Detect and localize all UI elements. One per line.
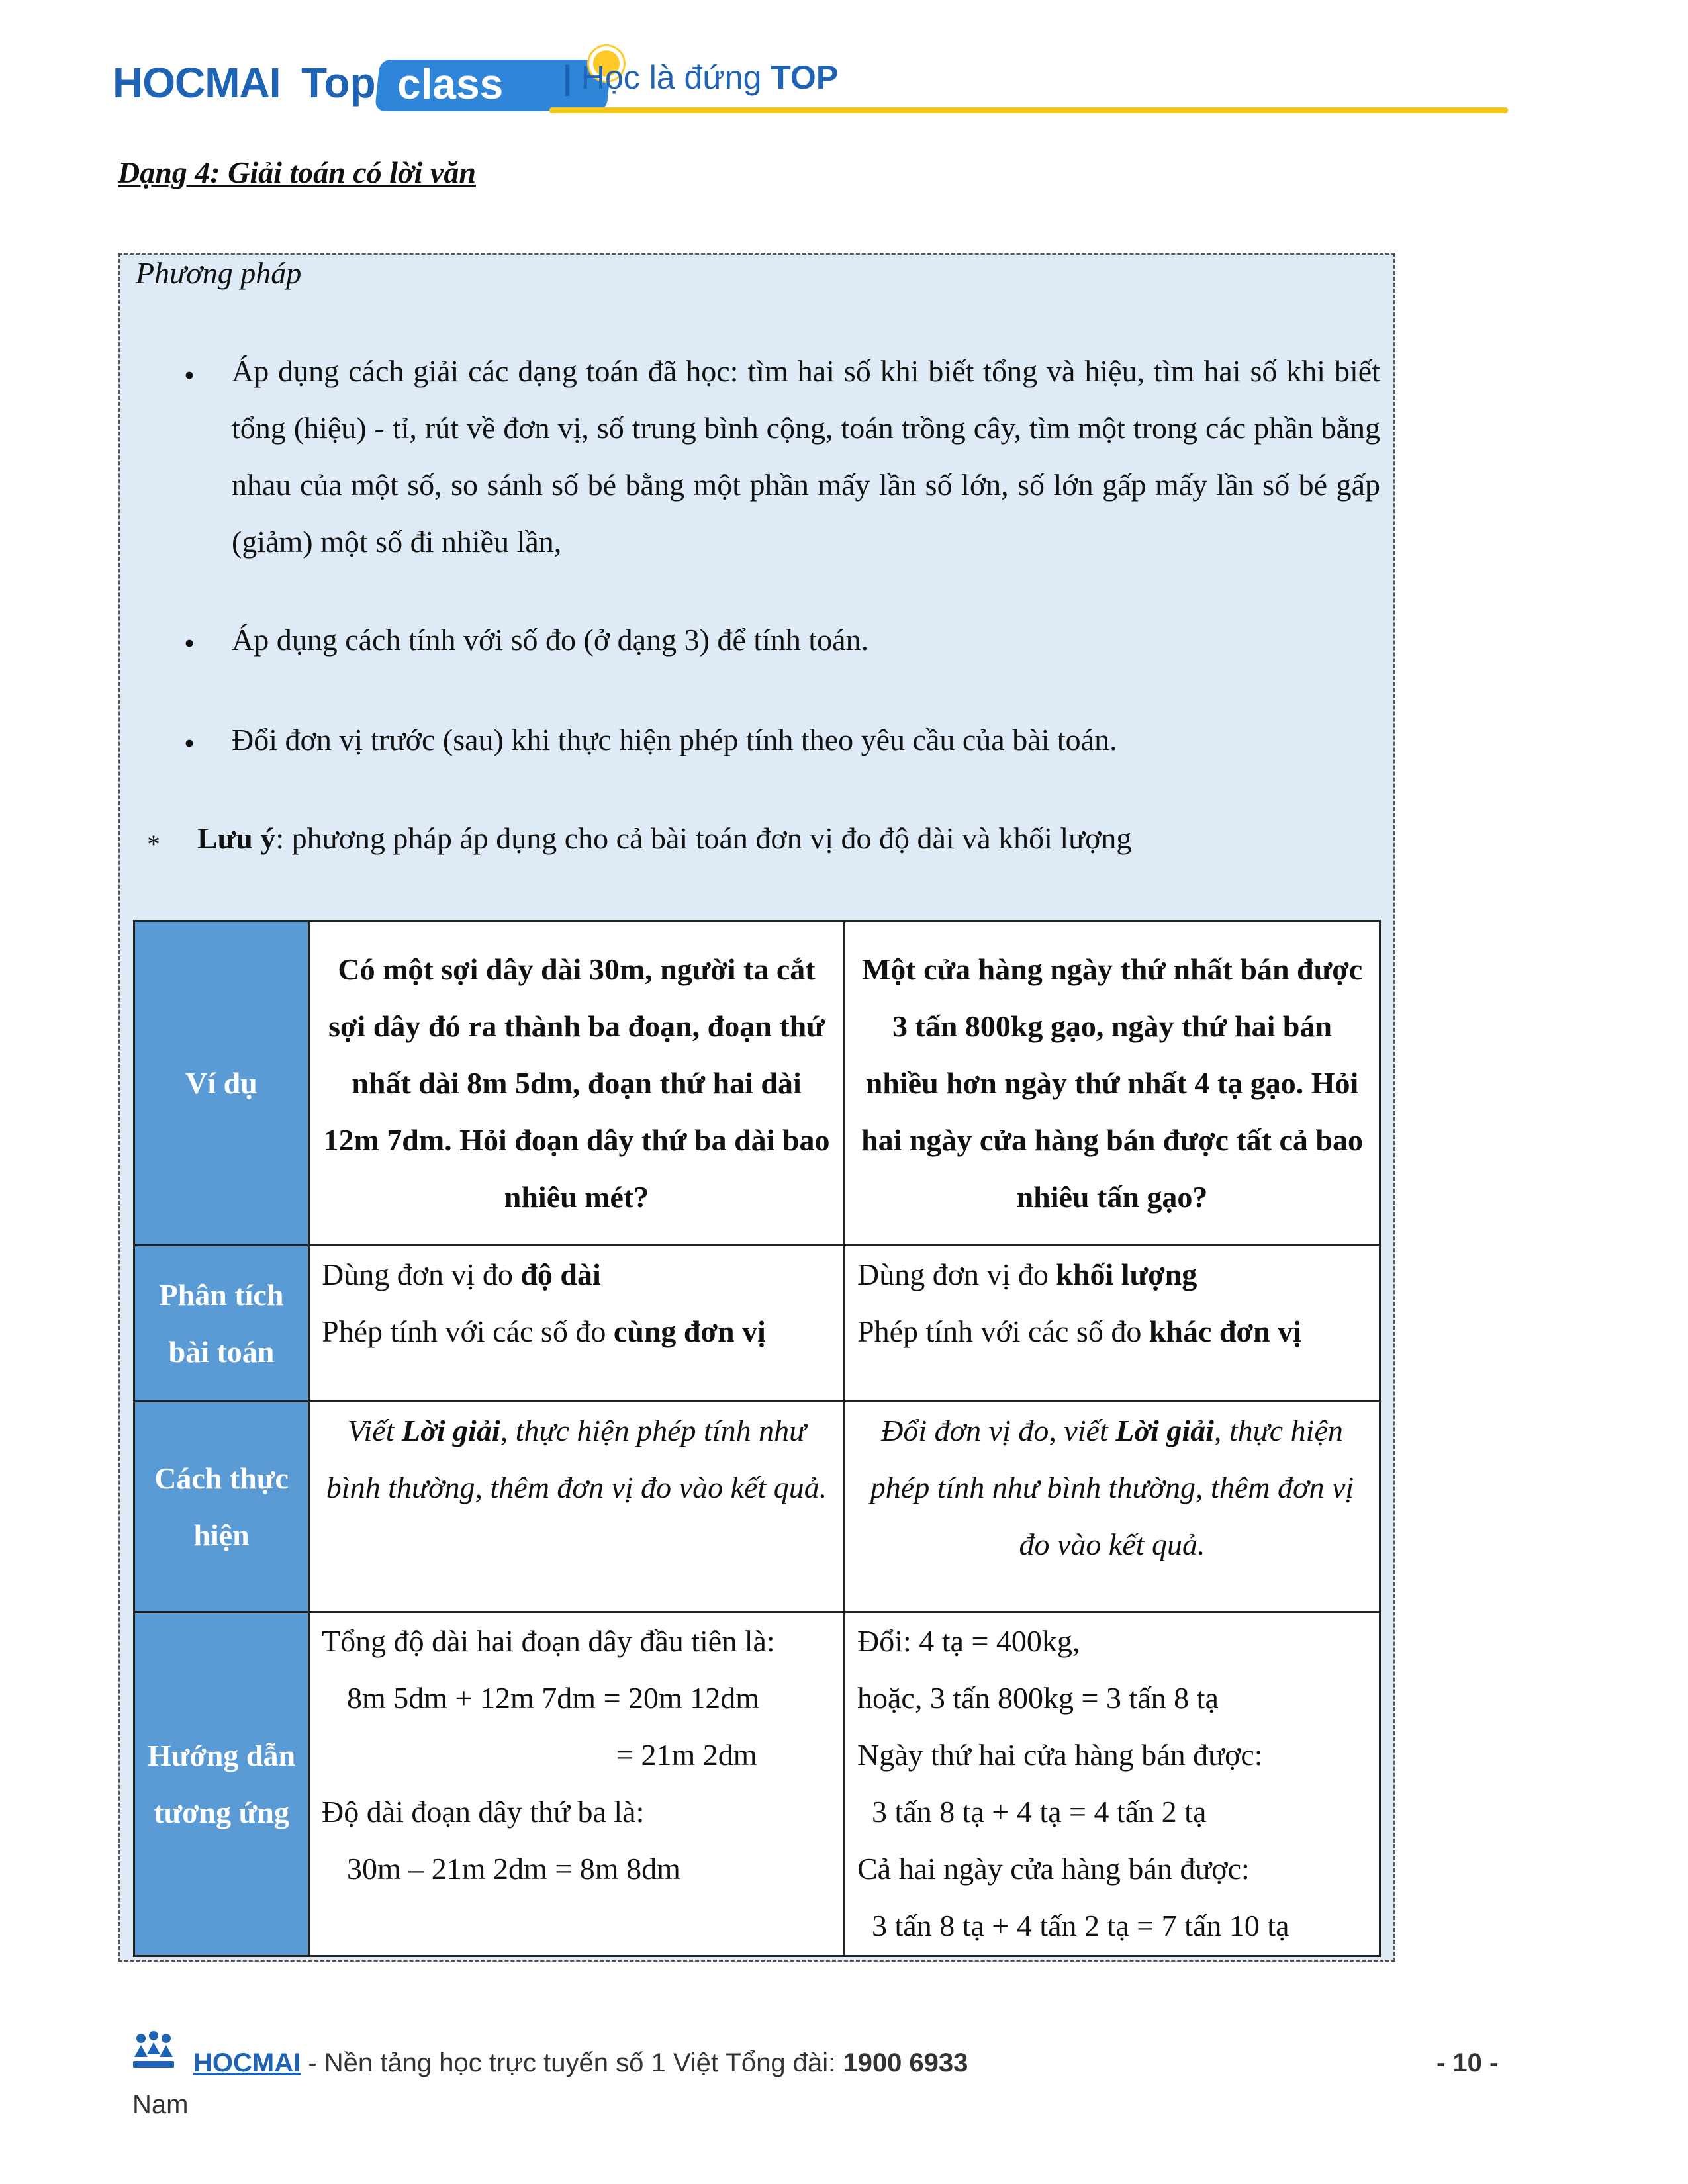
method-col2 [845,1402,1380,1612]
method-bullet-3: Đổi đơn vị trước (sau) khi thực hiện phép tính theo yêu cầu của bài toán. [232,723,1117,756]
analysis-col2-line2 [857,1303,1367,1360]
method-heading: Phương pháp [136,256,302,290]
method-text: Đổi đơn vị đo, viết [881,1414,1116,1447]
guide-line: Độ dài đoạn dây thứ ba là: [322,1795,645,1829]
label-guide: Hướng dẫn tương ứng [134,1612,309,1956]
guide-line: 3 tấn 8 tạ + 4 tấn 2 tạ = 7 tấn 10 tạ [872,1909,1289,1942]
slogan-bar: | [563,59,572,96]
table-row-example [134,921,1380,1246]
guide-line: 3 tấn 8 tạ + 4 tạ = 4 tấn 2 tạ [872,1795,1207,1829]
analysis-text: Phép tính với các số đo [857,1314,1149,1348]
guide-col2 [845,1612,1380,1956]
label-example: Ví dụ [134,921,309,1246]
guide-line: 30m – 21m 2dm = 8m 8dm [347,1852,680,1886]
method-col1 [309,1402,845,1612]
slogan-top: TOP [771,59,839,96]
guide-col1 [309,1612,845,1956]
footer-brand-link[interactable]: HOCMAI [193,2048,301,2077]
slogan-text: Học là đứng [572,59,771,96]
guide-line: Ngày thứ hai cửa hàng bán được: [857,1738,1263,1772]
logo-hocmai-text: HOCMAI [113,59,281,107]
guide-line: Cả hai ngày cửa hàng bán được: [857,1852,1250,1886]
header-rule [549,107,1508,113]
bullet-marker: • [184,726,195,760]
label-method: Cách thực hiện [134,1402,309,1612]
footer-tel-label: Tổng đài: [725,2048,843,2077]
hocmai-topclass-logo [113,46,536,119]
analysis-text: Dùng đơn vị đo [857,1257,1056,1291]
logo-top-text: Top [301,59,376,107]
section-title: Dạng 4: Giải toán có lời văn [118,156,476,189]
analysis-bold: khối lượng [1056,1257,1197,1291]
footer-tel: 1900 6933 [843,2048,968,2077]
method-text: , thực hiện phép tính như bình thường, thêm đơn vị đo vào kết quả. [326,1414,827,1504]
bullet-marker: • [184,626,195,660]
header-slogan [563,58,838,97]
guide-line: Tổng độ dài hai đoạn dây đầu tiên là: [322,1624,775,1658]
method-text: Viết [347,1414,402,1447]
guide-line: Đổi: 4 tạ = 400kg, [857,1624,1080,1658]
footer-tagline: - Nền tảng học trực tuyến số 1 Việt [301,2048,726,2077]
note-star: * [147,829,160,859]
example-col2: Một cửa hàng ngày thứ nhất bán được 3 tấn 800kg gạo, ngày thứ hai bán nhiều hơn ngày thứ nhất 4 tạ gạo. Hỏi hai ngày cửa hàng bán được tất cả bao nhiêu tấn gạo? [845,921,1380,1246]
method-text: , thực hiện phép tính như bình thường, thêm đơn vị đo vào kết quả. [870,1414,1354,1561]
analysis-col1-line1 [322,1246,831,1303]
note-body: : phương pháp áp dụng cho cả bài toán đơn vị đo độ dài và khối lượng [275,821,1132,855]
example-table [133,920,1381,1957]
table-row-analysis [134,1246,1380,1402]
guide-line: = 21m 2dm [616,1738,757,1772]
analysis-bold: khác đơn vị [1149,1314,1301,1348]
example-col1: Có một sợi dây dài 30m, người ta cắt sợi dây đó ra thành ba đoạn, đoạn thứ nhất dài 8m 5dm, đoạn thứ hai dài 12m 7dm. Hỏi đoạn dây thứ ba dài bao nhiêu mét? [309,921,845,1246]
analysis-bold: cùng đơn vị [613,1314,766,1348]
analysis-bold: độ dài [520,1257,601,1291]
footer-line2: Nam [132,2090,189,2119]
analysis-text: Dùng đơn vị đo [322,1257,521,1291]
method-note [197,821,1131,856]
analysis-text: Phép tính với các số đo [322,1314,614,1348]
hocmai-people-icon [129,2030,178,2073]
analysis-col2-line1 [857,1246,1367,1303]
table-row-guide [134,1612,1380,1956]
table-row-method [134,1402,1380,1612]
method-bold: Lời giải [1115,1414,1214,1447]
page-number: - 10 - [1436,2048,1499,2077]
guide-line: 8m 5dm + 12m 7dm = 20m 12dm [347,1681,760,1715]
label-analysis: Phân tích bài toán [134,1246,309,1402]
footer-text [193,2048,968,2078]
analysis-col1-line2 [322,1303,831,1360]
logo-class-text: class [397,60,504,108]
note-label: Lưu ý [197,821,276,855]
method-bullet-1: Áp dụng cách giải các dạng toán đã học: tìm hai số khi biết tổng và hiệu, tìm hai số khi biết tổng (hiệu) - tỉ, rút về đơn vị, số trung bình cộng, toán trồng cây, tìm một trong các phần bằng nhau của một số, so sánh số bé bằng một phần mấy lần số lớn, số lớn gấp mấy lần số bé gấp (giảm) một số đi nhiều lần, [232,354,1380,559]
bullet-marker: • [184,358,195,392]
analysis-col2 [845,1246,1380,1402]
method-bullet-2: Áp dụng cách tính với số đo (ở dạng 3) để tính toán. [232,623,869,657]
analysis-col1 [309,1246,845,1402]
method-bold: Lời giải [401,1414,500,1447]
guide-line: hoặc, 3 tấn 800kg = 3 tấn 8 tạ [857,1681,1219,1715]
